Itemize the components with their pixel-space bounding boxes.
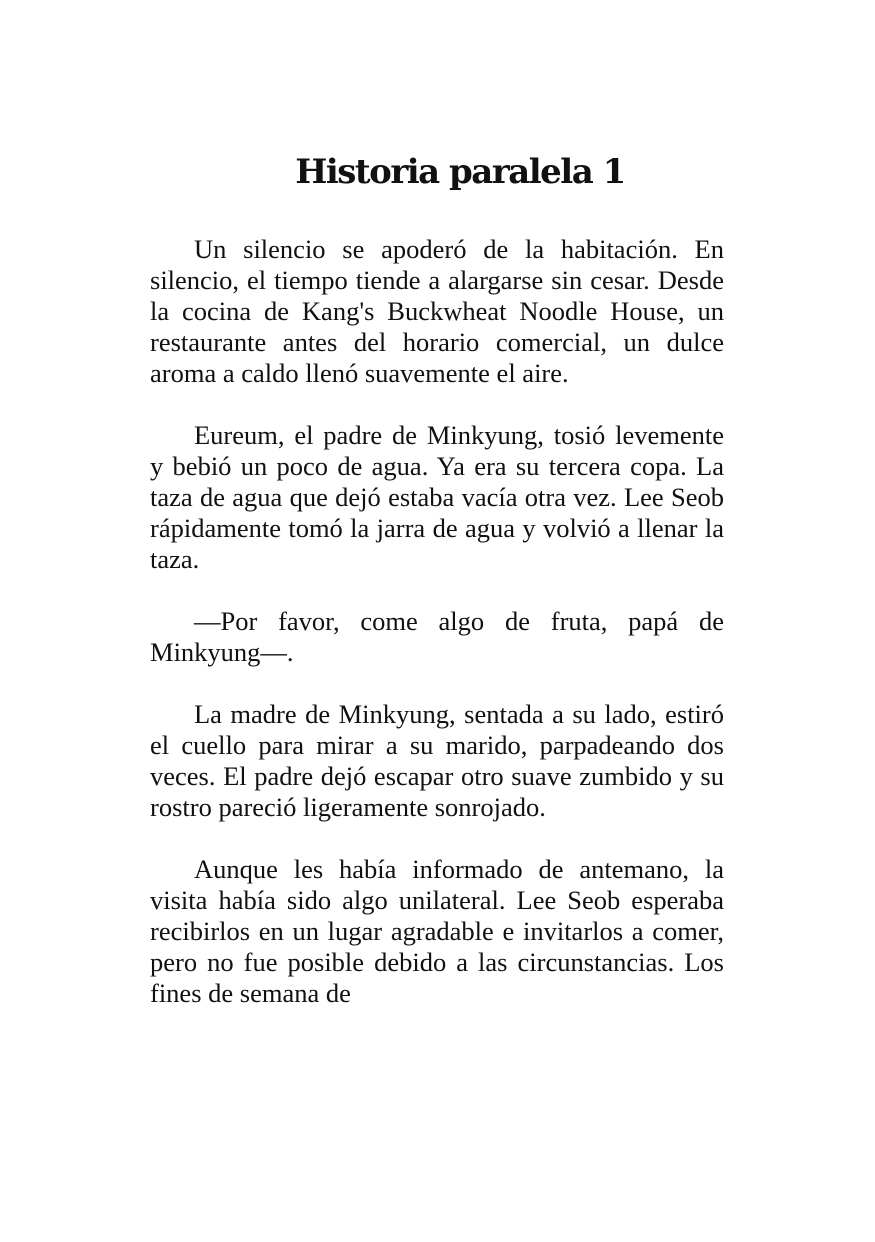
paragraph: Aunque les había informado de antemano, la visita había sido algo unilateral. Lee Seob esperaba recibirlos en un lugar agradable e invitarlos a comer, pero no fue posible debido a las circunstancias. Los fines de semana de: [150, 854, 724, 1008]
paragraph: Un silencio se apoderó de la habitación. En silencio, el tiempo tiende a alargarse sin cesar. Desde la cocina de Kang's Buckwheat Noodle House, un restaurante antes del horario comercial, un dulce aroma a caldo llenó suavemente el aire.: [150, 234, 724, 388]
chapter-title: Historia paralela 1: [295, 152, 625, 192]
paragraph: Eureum, el padre de Minkyung, tosió levemente y bebió un poco de agua. Ya era su tercera copa. La taza de agua que dejó estaba vacía otra vez. Lee Seob rápidamente tomó la jarra de agua y volvió a llenar la taza.: [150, 420, 724, 574]
paragraph: —Por favor, come algo de fruta, papá de Minkyung—.: [150, 606, 724, 667]
chapter-body: [150, 234, 724, 1040]
paragraph: La madre de Minkyung, sentada a su lado, estiró el cuello para mirar a su marido, parpadeando dos veces. El padre dejó escapar otro suave zumbido y su rostro pareció ligeramente sonrojado.: [150, 699, 724, 822]
